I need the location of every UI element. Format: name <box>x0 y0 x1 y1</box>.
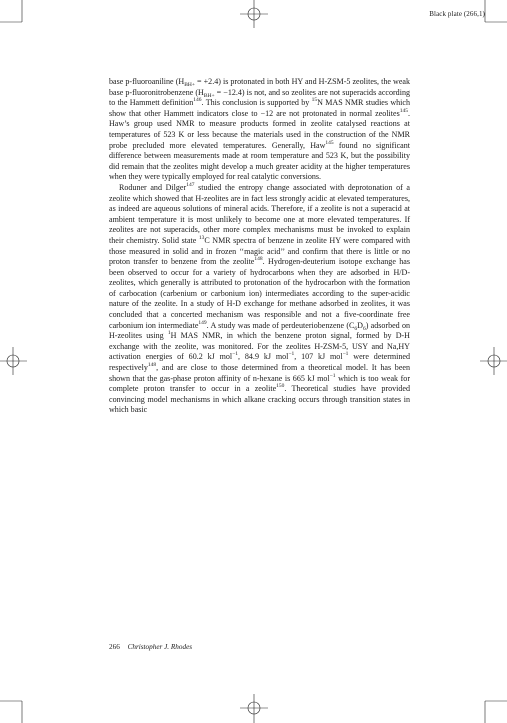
superscript: 150 <box>276 383 285 390</box>
text-run: studied the entropy change associated with deprotonation of a zeolite which showed that H-zeolites are in fact less strongly acidic at elevated temperatures, as indeed are aqueous solutions of mineral acids. Therefore, if a zeolite is not a superacid at ambient temperature it is most unlikely to become one at more elevated temperatures. If zeolites are not superacids, other more complex mechanisms must be invoked to explain their chemistry. Solid state <box>109 182 411 245</box>
superscript: −1 <box>342 351 349 358</box>
superscript: 1 <box>167 330 171 337</box>
running-author: Christopher J. Rhodes <box>127 643 193 651</box>
superscript: −1 <box>232 351 239 358</box>
superscript: 145 <box>399 107 408 114</box>
registration-target-left <box>0 347 27 375</box>
superscript: 147 <box>186 181 195 188</box>
registration-target-right <box>480 347 507 375</box>
text-run: ) adsorbed on H-zeolites using <box>109 320 410 341</box>
text-run: . This conclusion is supported by <box>201 98 312 108</box>
superscript: 13 <box>198 234 205 241</box>
text-run: base p-fluoroaniline (H <box>109 77 185 86</box>
text-run: . Haw’s group used NMR to measure products formed in zeolite catalysed reactions at temperatures of 523 K or less because the materials used in the construction of the NMR probe precluded more elevated temperatures. Generally, Haw <box>109 108 410 150</box>
text-run: were determined respectively <box>109 352 410 373</box>
text-run: . A study was made of perdeuteriobenzene (C <box>206 320 355 330</box>
text-run: H MAS NMR, in which the benzene proton signal, formed by D-H exchange with the zeolite, was monitored. For the zeolites H-ZSM-5, USY and Na,HY activation energies of 60.2 kJ mol <box>109 331 410 362</box>
paragraph <box>109 77 410 183</box>
registration-target-top <box>240 0 268 28</box>
text-run: , and are close to those determined from a theoretical model. It has been shown that the gas-phase proton affinity of n-hexane is 665 kJ mol <box>109 363 410 383</box>
subscript: BH+ <box>203 92 215 99</box>
superscript: 145 <box>325 139 334 146</box>
text-run: , 84.9 kJ mol <box>238 352 289 362</box>
superscript: 149 <box>198 319 207 326</box>
text-run: D <box>357 320 363 330</box>
plate-label: Black plate (266,1) <box>429 10 485 18</box>
subscript: 6 <box>354 325 358 332</box>
text-run: = −12.4) is not, and so zeolites are not superacids according to the Hammett definition <box>109 87 410 108</box>
superscript: 148 <box>254 256 263 263</box>
text-run: = +2.4) is protonated in both HY and H-ZSM-5 zeolites, the weak base p-fluoronitrobenzene (H <box>109 77 411 97</box>
text-run: found no significant difference between measurements made at room temperature and 523 K, but the possibility did remain that the zeolites might develop a much greater acidity at the higher temperatures when they were typically employed for real catalytic conversions. <box>109 140 410 182</box>
superscript: −1 <box>329 372 336 379</box>
text-run: which is too weak for complete proton transfer to occur in a zeolite <box>109 373 410 394</box>
text-run: C NMR spectra of benzene in zeolite HY were compared with those measured in solid and in frozen ‘‘magic acid’’ and confirm that there is little or no proton transfer to benzene from the zeolite <box>109 235 410 267</box>
superscript: −1 <box>288 351 295 358</box>
paragraph <box>109 183 410 416</box>
text-run: . Hydrogen-deuterium isotope exchange has been observed to occur for a variety of hydrocarbons when they are adsorbed in H/D-zeolites, which generally is attributed to protonation of the hydrocarbon with the formation of carbocation (carbenium or carbonium ion) intermediates according to the super-acidic nature of the zeolite. In a study of H-D exchange for methane adsorbed in zeolites, it was concluded that a concerted mechanism was responsible and not a five-coordinate free carbonium ion intermediate <box>109 257 410 330</box>
text-run: Roduner and Dilger <box>119 182 187 192</box>
superscript: 148 <box>147 362 157 369</box>
subscript: 6 <box>362 325 366 332</box>
registration-target-bottom <box>240 694 268 723</box>
text-run: . Theoretical studies have provided convincing model mechanisms in which alkane cracking occurs through transition states in which basic <box>109 384 411 415</box>
page-footer <box>109 643 192 651</box>
superscript: 146 <box>193 97 202 104</box>
text-run: , 107 kJ mol <box>294 352 343 362</box>
subscript: BH+ <box>184 82 195 88</box>
page-number: 266 <box>109 643 120 651</box>
article-body <box>109 77 410 416</box>
superscript: 15 <box>311 97 318 104</box>
text-run: N MAS NMR studies which show that other Hammett indicators close to −12 are not protonated in normal zeolites <box>109 98 410 118</box>
